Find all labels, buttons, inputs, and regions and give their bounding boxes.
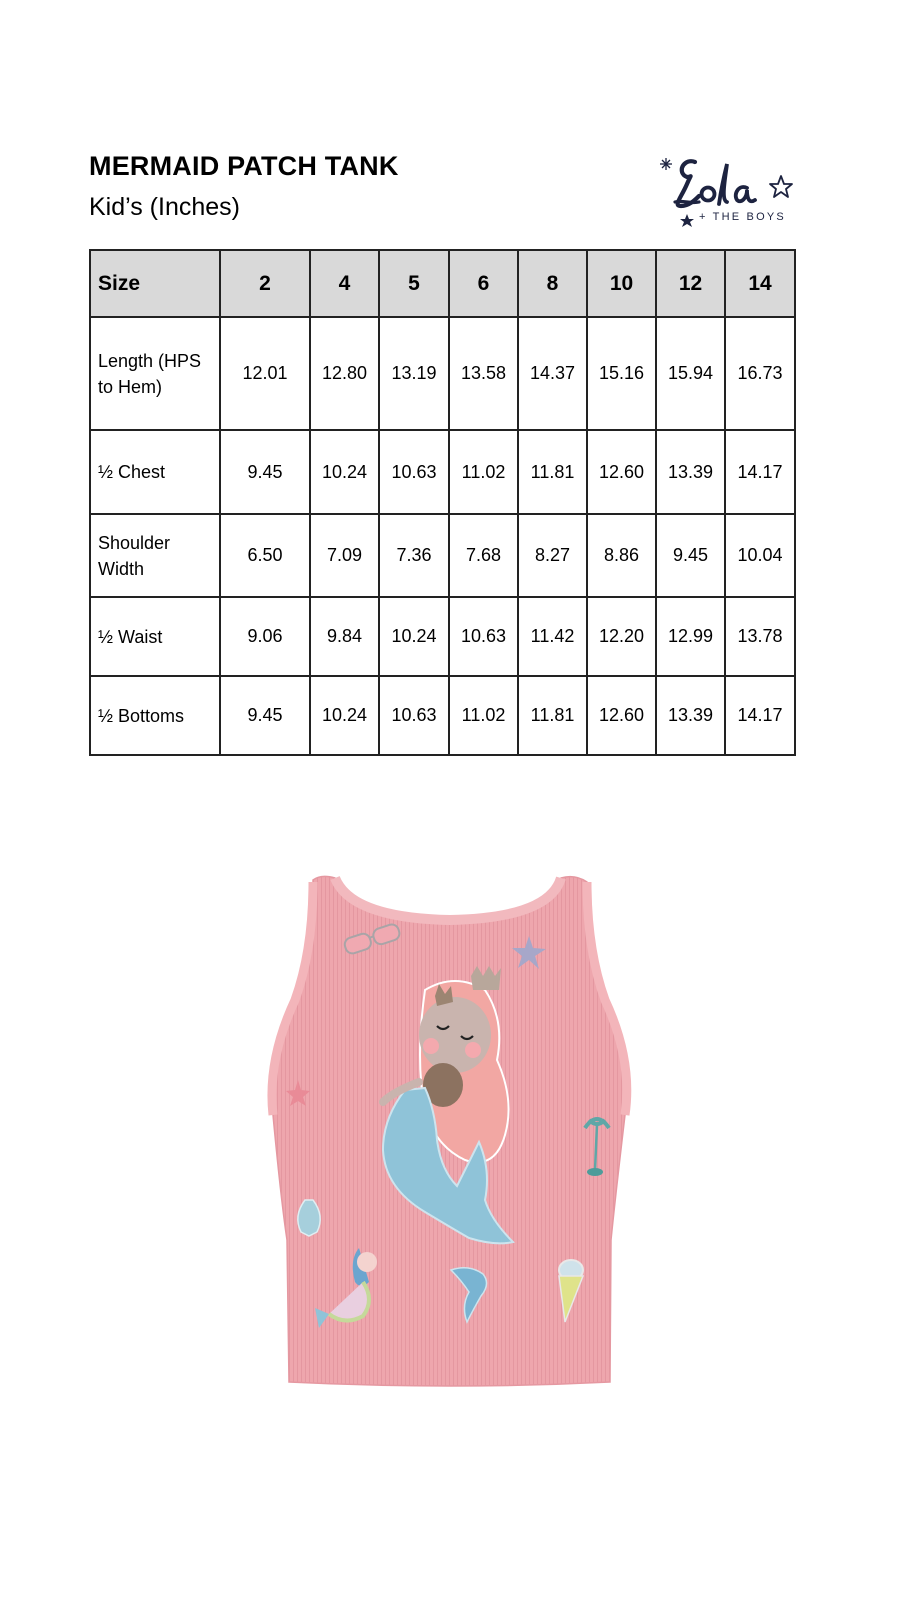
table-cell: 12.20 [587, 597, 656, 676]
star-icon [770, 176, 792, 197]
table-row-bottoms [90, 676, 795, 755]
table-cell: 13.58 [449, 317, 518, 430]
table-cell: 14.17 [725, 430, 795, 514]
table-cell: 12.60 [587, 430, 656, 514]
table-cell: 9.06 [220, 597, 310, 676]
table-cell: 10.24 [310, 676, 379, 755]
table-row-length [90, 317, 795, 430]
size-column-header: 6 [449, 250, 518, 317]
table-cell: 11.81 [518, 430, 587, 514]
table-cell: 7.36 [379, 514, 449, 597]
table-cell: 13.19 [379, 317, 449, 430]
table-cell: 12.01 [220, 317, 310, 430]
row-label: Shoulder Width [90, 514, 220, 597]
table-cell: 12.80 [310, 317, 379, 430]
asterisk-icon [660, 158, 672, 170]
table-cell: 13.39 [656, 430, 725, 514]
table-cell: 12.99 [656, 597, 725, 676]
table-cell: 13.39 [656, 676, 725, 755]
table-row-chest [90, 430, 795, 514]
star-filled-icon [680, 214, 694, 227]
table-cell: 10.24 [310, 430, 379, 514]
table-cell: 8.27 [518, 514, 587, 597]
table-cell: 16.73 [725, 317, 795, 430]
table-cell: 9.45 [656, 514, 725, 597]
brand-logo [655, 150, 805, 236]
row-label: ½ Waist [90, 597, 220, 676]
size-chart-table [89, 249, 796, 756]
table-cell: 9.45 [220, 430, 310, 514]
table-row-waist [90, 597, 795, 676]
lola-logo-icon [655, 150, 805, 236]
table-cell: 10.63 [449, 597, 518, 676]
size-header-label: Size [90, 250, 220, 317]
logo-subtext: + THE BOYS [699, 211, 786, 223]
table-cell: 11.02 [449, 430, 518, 514]
page-subtitle: Kid’s (Inches) [89, 193, 240, 221]
size-column-header: 12 [656, 250, 725, 317]
table-cell: 10.63 [379, 676, 449, 755]
shell-patch [298, 1200, 320, 1236]
table-cell: 9.45 [220, 676, 310, 755]
table-cell: 10.63 [379, 430, 449, 514]
size-column-header: 14 [725, 250, 795, 317]
table-cell: 14.37 [518, 317, 587, 430]
size-column-header: 10 [587, 250, 656, 317]
product-image [265, 870, 635, 1390]
size-column-header: 2 [220, 250, 310, 317]
table-row-shoulder [90, 514, 795, 597]
row-label: Length (HPS to Hem) [90, 317, 220, 430]
table-cell: 7.68 [449, 514, 518, 597]
table-cell: 11.81 [518, 676, 587, 755]
table-cell: 11.02 [449, 676, 518, 755]
size-header-row [90, 250, 795, 317]
size-column-header: 8 [518, 250, 587, 317]
table-cell: 12.60 [587, 676, 656, 755]
table-cell: 14.17 [725, 676, 795, 755]
table-cell: 9.84 [310, 597, 379, 676]
table-cell: 7.09 [310, 514, 379, 597]
table-cell: 10.04 [725, 514, 795, 597]
tank-top-image [265, 870, 635, 1390]
size-column-header: 5 [379, 250, 449, 317]
row-label: ½ Bottoms [90, 676, 220, 755]
row-label: ½ Chest [90, 430, 220, 514]
table-cell: 8.86 [587, 514, 656, 597]
size-column-header: 4 [310, 250, 379, 317]
table-cell: 15.16 [587, 317, 656, 430]
table-cell: 13.78 [725, 597, 795, 676]
table-cell: 11.42 [518, 597, 587, 676]
table-cell: 15.94 [656, 317, 725, 430]
table-cell: 10.24 [379, 597, 449, 676]
table-cell: 6.50 [220, 514, 310, 597]
page-title: MERMAID PATCH TANK [89, 151, 399, 181]
